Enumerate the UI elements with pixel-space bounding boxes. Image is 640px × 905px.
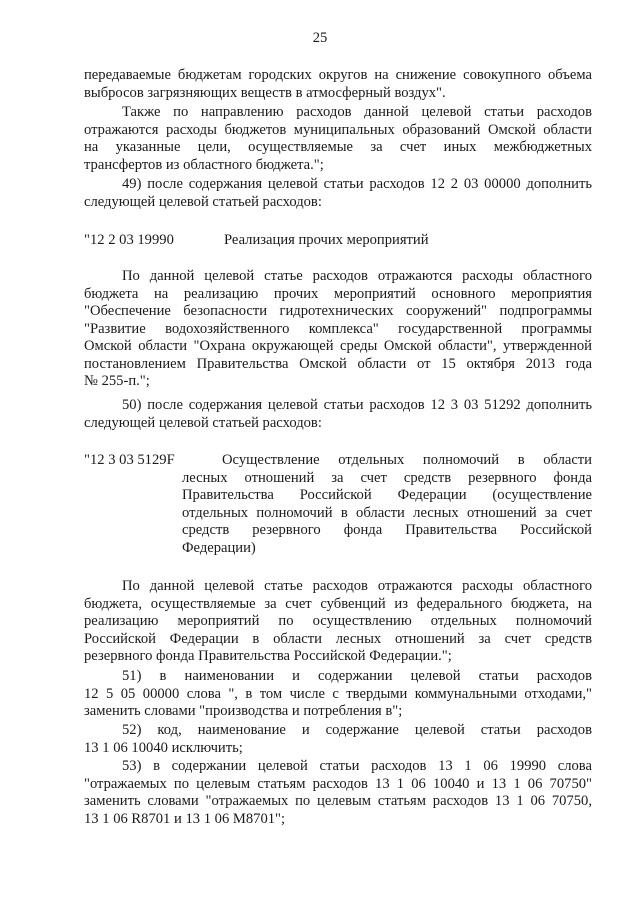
text-line: следующей целевой статьей расходов: — [84, 193, 322, 210]
text-line: отдельных полномочий в области лесных отношений за счет — [182, 504, 592, 521]
text-line: передаваемые бюджетам городских округов на снижение совокупного объема — [84, 67, 592, 83]
text-line: резервного фонда Правительства Российской Федерации."; — [84, 648, 452, 664]
budget-code: "12 3 03 5129F — [84, 452, 175, 468]
text-line: 51) в наименовании и содержании целевой статьи расходов — [122, 668, 592, 684]
text-line: Осуществление отдельных полномочий в области — [222, 452, 592, 468]
text-line: По данной целевой статье расходов отражаются расходы областного — [122, 268, 592, 284]
budget-code: "12 2 03 19990 — [84, 232, 174, 248]
text-line: 49) после содержания целевой статьи расходов 12 2 03 00000 дополнить — [122, 176, 592, 192]
text-line: Правительства Российской Федерации (осуществление — [182, 487, 592, 503]
list-item-52 — [84, 722, 592, 757]
text-line: заменить словами "отражаемых по целевым статьям расходов 13 1 06 70750, — [84, 793, 592, 809]
text-line: следующей целевой статьей расходов: — [84, 414, 322, 431]
text-line: реализацию мероприятий по осуществлению отдельных полномочий — [84, 613, 592, 629]
text-line: заменить словами "производства и потребления в"; — [84, 703, 403, 719]
text-line: бюджета, осуществляемые за счет субвенций из федерального бюджета, на — [84, 595, 592, 612]
list-item-53 — [84, 758, 592, 828]
text-line: По данной целевой статье расходов отражаются расходы областного — [122, 578, 592, 594]
text-line: "Обеспечение безопасности гидротехнических сооружений" подпрограммы — [84, 303, 592, 319]
text-line: № 255-п."; — [84, 373, 150, 389]
text-line: Омской области "Охрана окружающей среды Омской области", утвержденной — [84, 338, 592, 354]
budget-code-entry — [84, 452, 592, 562]
text-line: 12 5 05 00000 слова ", в том числе с твердыми коммунальными отходами," — [84, 685, 592, 702]
text-line: бюджета на реализацию прочих мероприятий основного мероприятия — [84, 285, 592, 302]
text-line: Федерации) — [182, 539, 256, 556]
paragraph-also — [84, 104, 592, 174]
text-line: "Развитие водохозяйственного комплекса" государственной программы — [84, 320, 592, 337]
text-line: 53) в содержании целевой статьи расходов 13 1 06 19990 слова — [122, 758, 592, 774]
paragraph-continuation — [84, 67, 592, 102]
text-line: 13 1 06 R8701 и 13 1 06 M8701"; — [84, 810, 286, 827]
budget-code-title: Реализация прочих мероприятий — [224, 232, 429, 248]
paragraph-description-1 — [84, 268, 592, 391]
text-line: на указанные цели, осуществляемые за счет иных межбюджетных — [84, 139, 592, 155]
budget-code-entry — [84, 232, 592, 250]
list-item-50 — [84, 397, 592, 432]
list-item-49 — [84, 176, 592, 211]
text-line: выбросов загрязняющих веществ в атмосферный воздух". — [84, 84, 446, 101]
text-line: Также по направлению расходов данной целевой статьи расходов — [122, 104, 592, 120]
text-line: 50) после содержания целевой статьи расходов 12 3 03 51292 дополнить — [122, 397, 592, 413]
paragraph-description-2 — [84, 578, 592, 666]
list-item-51 — [84, 668, 592, 721]
page-number: 25 — [312, 30, 328, 46]
text-line: "отражаемых по целевым статьям расходов 13 1 06 10040 и 13 1 06 70750" — [84, 775, 592, 792]
text-line: средств резервного фонда Правительства Российской — [182, 522, 592, 538]
budget-code-description — [182, 452, 592, 557]
text-line: 13 1 06 10040 исключить; — [84, 739, 243, 756]
text-line: лесных отношений за счет средств резервного фонда — [182, 469, 592, 486]
text-line: постановлением Правительства Омской области от 15 октября 2013 года — [84, 355, 592, 372]
text-line: Российской Федерации в области лесных отношений за счет средств — [84, 630, 592, 647]
text-line: 52) код, наименование и содержание целевой статьи расходов — [122, 722, 592, 738]
text-line: отражаются расходы бюджетов муниципальных образований Омской области — [84, 121, 592, 138]
text-line: трансфертов из областного бюджета."; — [84, 156, 324, 173]
